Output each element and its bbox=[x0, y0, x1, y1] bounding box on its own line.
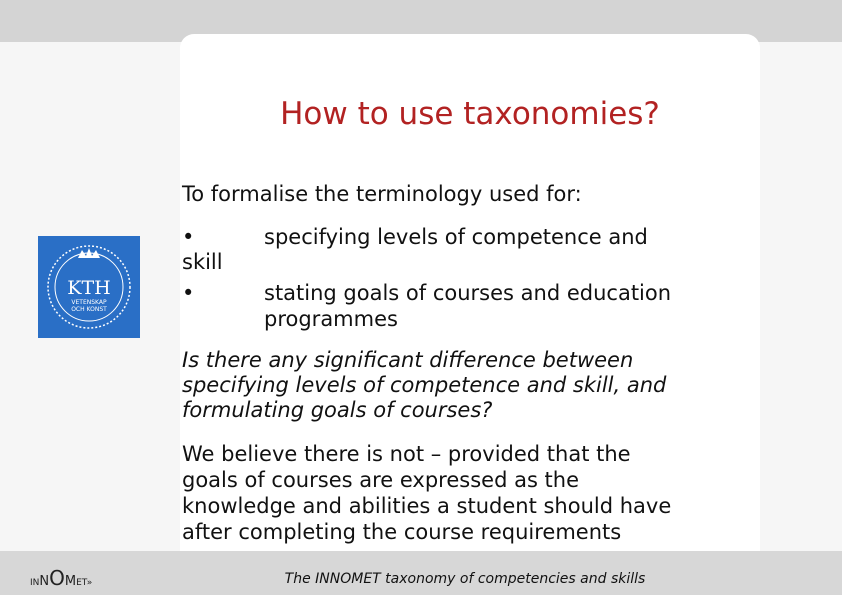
answer-line-1: We believe there is not – provided that the bbox=[182, 442, 631, 466]
bullet-1-text: specifying levels of competence and bbox=[264, 225, 648, 249]
intro-text: To formalise the terminology used for: bbox=[182, 182, 582, 206]
top-left-band bbox=[0, 0, 180, 42]
question-line-1: Is there any significant difference between bbox=[182, 348, 634, 372]
kth-logo bbox=[38, 236, 140, 338]
answer-line-2: goals of courses are expressed as the bbox=[182, 468, 580, 492]
footer-caption: The INNOMET taxonomy of competencies and skills bbox=[284, 571, 646, 587]
question-line-2: specifying levels of competence and skill, and bbox=[182, 373, 667, 397]
kth-seal-icon bbox=[38, 236, 140, 338]
answer-line-3: knowledge and abilities a student should have bbox=[182, 494, 672, 518]
bullet-2-line-2: programmes bbox=[264, 307, 398, 331]
answer-line-4: after completing the course requirements bbox=[182, 520, 622, 544]
kth-logo-line-2: OCH KONST bbox=[71, 306, 107, 313]
bullet-marker-1: • bbox=[182, 225, 195, 249]
slide-title: How to use taxonomies? bbox=[280, 96, 660, 132]
innomet-logo: INNOMET» bbox=[30, 566, 93, 590]
kth-logo-name: KTH bbox=[67, 277, 111, 299]
bullet-2-line-1: stating goals of courses and education bbox=[264, 281, 672, 305]
kth-logo-line-1: VETENSKAP bbox=[71, 299, 107, 306]
question-line-3: formulating goals of courses? bbox=[182, 398, 493, 422]
bullet-marker-2: • bbox=[182, 281, 195, 305]
bullet-1-continuation: skill bbox=[182, 250, 223, 274]
